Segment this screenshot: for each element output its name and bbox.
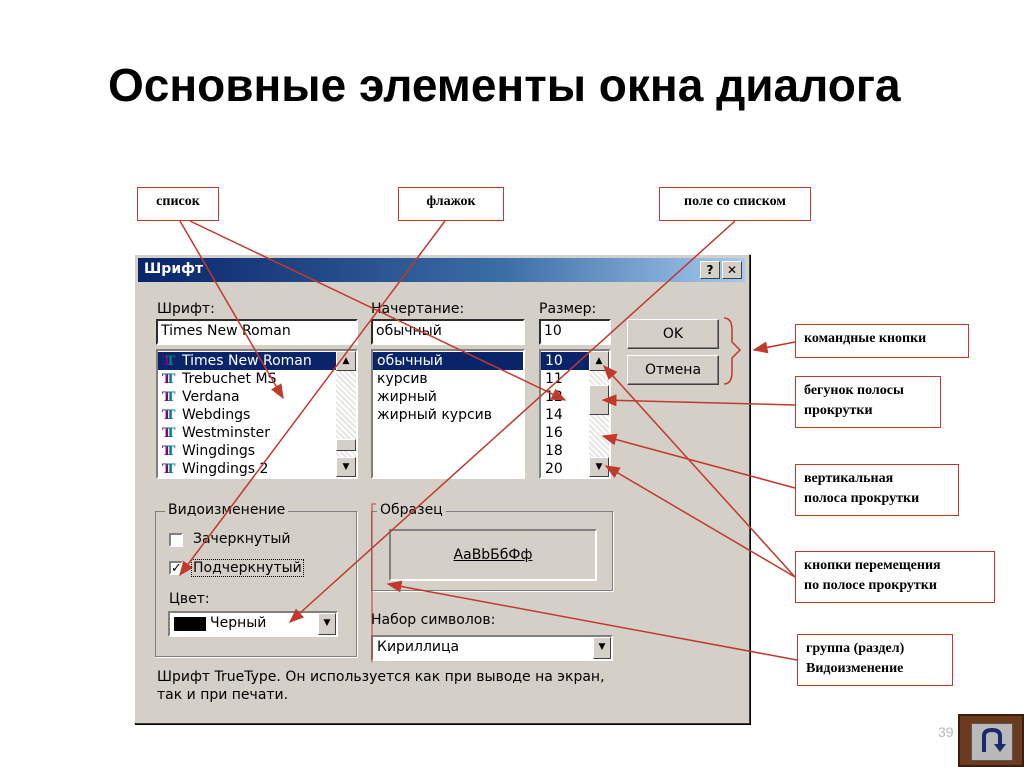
sample-preview: АаВbБбФф: [389, 529, 597, 581]
font-name-input[interactable]: Times New Roman: [156, 319, 358, 345]
font-list-item-label: Trebuchet MS: [182, 371, 277, 387]
callout-scroll-buttons-line1: кнопки перемещения: [804, 558, 941, 573]
size-list-scrollbar[interactable]: [589, 351, 609, 477]
effects-group-label: Видоизменение: [165, 502, 288, 518]
size-scroll-up-button[interactable]: ▲: [589, 351, 609, 371]
font-list-item-label: Verdana: [182, 389, 240, 405]
font-scroll-up-button[interactable]: ▲: [336, 351, 356, 371]
size-list-item[interactable]: [541, 370, 589, 388]
callout-list: список: [137, 187, 219, 221]
style-list-item-label: курсив: [377, 371, 428, 387]
style-list-item[interactable]: [373, 388, 523, 406]
size-list-item[interactable]: [541, 388, 589, 406]
size-input[interactable]: 10: [539, 319, 611, 345]
callout-scroll-thumb-line1: бегунок полосы: [804, 383, 904, 398]
underline-label: Подчеркнутый: [193, 560, 302, 576]
truetype-icon: TT: [162, 444, 170, 459]
callout-vscroll-line1: вертикальная: [804, 471, 894, 486]
arrow-command-buttons: [754, 342, 795, 350]
style-listbox[interactable]: [371, 349, 525, 479]
truetype-icon: TT: [162, 372, 170, 387]
slide-title: Основные элементы окна диалога: [108, 59, 901, 111]
close-button[interactable]: ✕: [722, 261, 742, 279]
size-list-item[interactable]: [541, 406, 589, 424]
size-list-item-label: 20: [545, 461, 563, 477]
color-swatch: [174, 617, 206, 631]
size-scroll-thumb[interactable]: [589, 385, 609, 415]
size-listbox[interactable]: [539, 349, 611, 479]
callout-scroll-buttons: [795, 551, 995, 603]
size-list-item[interactable]: [541, 442, 589, 460]
font-list-item[interactable]: [158, 370, 338, 388]
size-list-item[interactable]: [541, 460, 589, 478]
callout-scroll-thumb: [795, 376, 941, 428]
font-list-item[interactable]: [158, 352, 338, 370]
font-label: Шрифт:: [157, 301, 215, 317]
callout-group: [797, 634, 953, 686]
callout-scroll-buttons-line2: по полосе прокрутки: [804, 578, 937, 593]
font-list-item[interactable]: [158, 424, 338, 442]
color-value: Черный: [210, 615, 267, 631]
font-list-item[interactable]: [158, 406, 338, 424]
dialog-title: Шрифт: [144, 261, 204, 277]
font-scroll-down-button[interactable]: ▼: [336, 457, 356, 477]
color-combobox[interactable]: [168, 611, 338, 637]
charset-value: Кириллица: [377, 639, 460, 655]
style-list-item[interactable]: [373, 406, 523, 424]
font-list-item-label: Westminster: [182, 425, 270, 441]
strikethrough-label: Зачеркнутый: [193, 531, 291, 547]
style-list-item-label: обычный: [377, 353, 443, 369]
color-label: Цвет:: [169, 591, 210, 607]
size-list-item[interactable]: [541, 352, 589, 370]
truetype-icon: TT: [162, 354, 170, 369]
underline-checkbox[interactable]: ✓: [171, 561, 182, 576]
font-list-item-label: Wingdings 2: [182, 461, 269, 477]
style-label: Начертание:: [371, 301, 465, 317]
ok-button[interactable]: OK: [627, 319, 719, 349]
style-list-item-label: жирный курсив: [377, 407, 493, 423]
truetype-icon: TT: [162, 390, 170, 405]
callout-scroll-thumb-line2: прокрутки: [804, 403, 873, 418]
size-list-item[interactable]: [541, 424, 589, 442]
size-label: Размер:: [539, 301, 597, 317]
style-list-item-label: жирный: [377, 389, 437, 405]
callout-checkbox: флажок: [398, 187, 504, 221]
size-list-item-label: 18: [545, 443, 563, 459]
info-text-line2: так и при печати.: [157, 687, 289, 703]
size-list-item-label: 10: [545, 353, 563, 369]
dialog-titlebar[interactable]: [138, 258, 745, 282]
style-input[interactable]: обычный: [371, 319, 525, 345]
font-scroll-thumb[interactable]: [336, 439, 356, 451]
truetype-icon: TT: [162, 426, 170, 441]
size-list-item-label: 11: [545, 371, 563, 387]
size-scroll-down-button[interactable]: ▼: [589, 457, 609, 477]
size-list-item-label: 14: [545, 407, 563, 423]
font-list-item[interactable]: [158, 460, 338, 478]
callout-vscroll-line2: полоса прокрутки: [804, 491, 920, 506]
font-list-item-label: Webdings: [182, 407, 251, 423]
callout-combo: поле со списком: [659, 187, 811, 221]
help-button[interactable]: ?: [700, 261, 720, 279]
charset-label: Набор символов:: [371, 612, 496, 628]
font-list-item[interactable]: [158, 388, 338, 406]
strikethrough-checkbox[interactable]: [169, 533, 183, 547]
style-list-item[interactable]: [373, 352, 523, 370]
style-list-item[interactable]: [373, 370, 523, 388]
truetype-icon: TT: [162, 408, 170, 423]
truetype-icon: TT: [162, 462, 170, 477]
font-dialog: [134, 254, 750, 724]
charset-dropdown-button[interactable]: ▼: [593, 637, 611, 659]
cancel-button[interactable]: Отмена: [627, 355, 719, 385]
color-dropdown-button[interactable]: ▼: [318, 613, 336, 635]
charset-combobox[interactable]: [371, 635, 613, 661]
callout-vertical-scrollbar: [795, 464, 959, 516]
callout-command-buttons: командные кнопки: [795, 324, 969, 358]
page-number: 39: [938, 724, 954, 740]
font-list-scrollbar[interactable]: [336, 351, 356, 477]
font-list-item-label: Times New Roman: [182, 353, 312, 369]
size-list-item-label: 16: [545, 425, 563, 441]
return-icon: [971, 723, 1013, 761]
font-listbox[interactable]: [156, 349, 358, 479]
info-text-line1: Шрифт TrueType. Он используется как при выводе на экран,: [157, 669, 605, 685]
return-button[interactable]: [958, 714, 1024, 767]
callout-group-line2: Видоизменение: [806, 661, 904, 676]
font-list-item-label: Wingdings: [182, 443, 256, 459]
sample-group-label: Образец: [377, 502, 446, 518]
callout-group-line1: группа (раздел): [806, 641, 905, 656]
size-list-item-label: 12: [545, 389, 563, 405]
font-list-item[interactable]: [158, 442, 338, 460]
